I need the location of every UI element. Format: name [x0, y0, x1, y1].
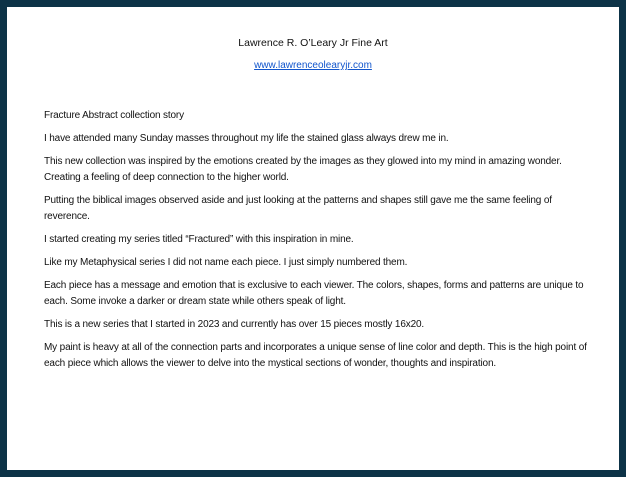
website-link-container	[7, 60, 619, 71]
story-paragraph-5: Like my Metaphysical series I did not name each piece. I just simply numbered them.	[44, 257, 408, 268]
story-paragraph-7: This is a new series that I started in 2023 and currently has over 15 pieces mostly 16x20.	[44, 319, 425, 330]
story-paragraph-8: My paint is heavy at all of the connection parts and incorporates a unique sense of line color and depth. This is the high point of each piece which allows the viewer to delve into the mystical sections of wonder, thoughts and inspiration.	[44, 342, 587, 369]
story-body	[44, 108, 592, 379]
story-paragraph-6: Each piece has a message and emotion that is exclusive to each viewer. The colors, shapes, forms and patterns are unique to each. Some invoke a darker or dream state while others speak of light.	[44, 280, 584, 307]
website-link[interactable]: www.lawrenceolearyjr.com	[254, 60, 372, 71]
story-paragraph-4: I started creating my series titled “Fractured” with this inspiration in mine.	[44, 234, 354, 245]
story-heading: Fracture Abstract collection story	[44, 110, 184, 121]
story-paragraph-3: Putting the biblical images observed aside and just looking at the patterns and shapes still gave me the same feeling of reverence.	[44, 195, 552, 222]
story-paragraph-2: This new collection was inspired by the emotions created by the images as they glowed into my mind in amazing wonder. Creating a feeling of deep connection to the higher world.	[44, 156, 562, 183]
story-paragraph-1: I have attended many Sunday masses throughout my life the stained glass always drew me in.	[44, 133, 449, 144]
document-page	[7, 7, 619, 470]
document-title: Lawrence R. O’Leary Jr Fine Art	[238, 37, 388, 49]
